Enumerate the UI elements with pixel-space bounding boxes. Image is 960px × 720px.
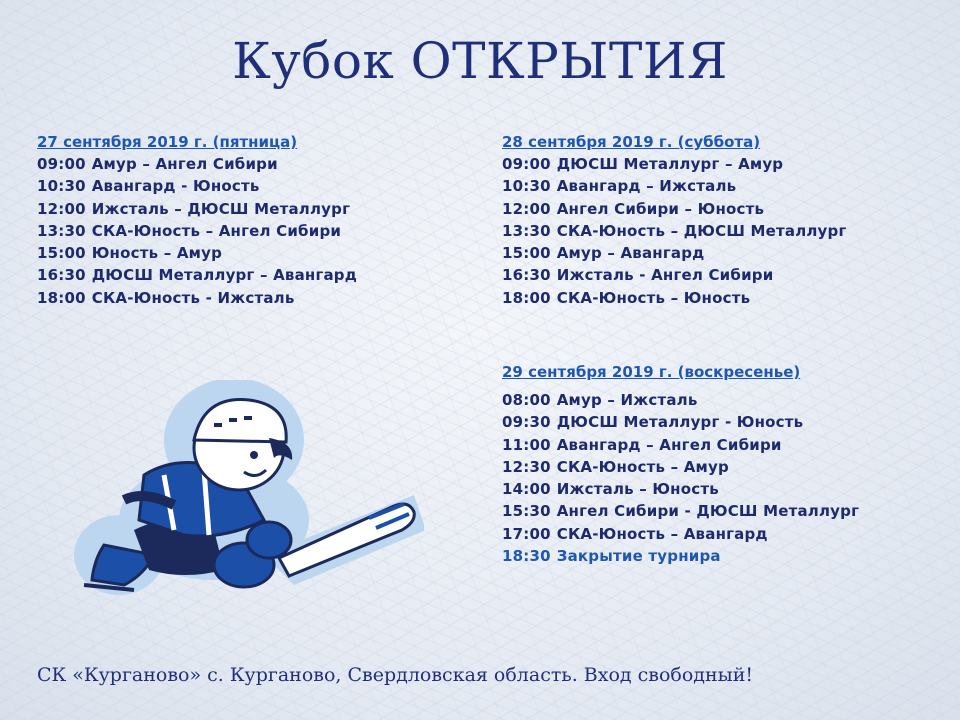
match-teams: Амур – Ижсталь	[556, 391, 698, 409]
match-teams: Ангел Сибири - ДЮСШ Металлург	[556, 502, 860, 521]
match-time: 12:30	[502, 457, 551, 476]
match-time: 09:00	[37, 155, 86, 173]
match-row	[502, 287, 847, 309]
match-row	[502, 198, 847, 220]
match-time: 09:30	[502, 413, 551, 432]
match-row	[37, 153, 357, 175]
match-row	[502, 153, 847, 175]
match-teams: Авангард - Юность	[91, 177, 260, 196]
match-teams: ДЮСШ Металлург - Юность	[556, 413, 804, 432]
match-time: 15:00	[37, 244, 86, 263]
match-time: 16:30	[502, 266, 551, 285]
match-teams: Амур – Ангел Сибири	[91, 155, 278, 173]
match-time: 08:00	[502, 391, 551, 409]
match-row	[502, 264, 847, 286]
schedule-day-3	[502, 361, 859, 567]
match-teams: СКА-Юность – Авангард	[556, 524, 768, 543]
day-1-header: 27 сентября 2019 г. (пятница)	[37, 133, 298, 151]
match-time: 13:30	[37, 221, 86, 240]
match-time: 10:30	[37, 177, 86, 196]
match-row	[37, 198, 357, 220]
match-time: 14:00	[502, 480, 551, 499]
match-row	[37, 242, 357, 264]
match-teams: Авангард – Ангел Сибири	[556, 435, 782, 454]
match-teams: Ижсталь – ДЮСШ Металлург	[91, 199, 351, 218]
match-time: 16:30	[37, 266, 86, 285]
match-time: 17:00	[502, 524, 551, 543]
venue-footer: СК «Курганово» с. Курганово, Свердловская область. Вход свободный!	[37, 664, 754, 686]
match-row	[502, 478, 859, 500]
match-teams: Юность – Амур	[91, 244, 223, 263]
match-row	[502, 411, 859, 433]
match-time: 12:00	[37, 199, 86, 218]
match-teams: СКА-Юность – Амур	[556, 457, 729, 476]
schedule-day-1	[37, 131, 357, 309]
match-row	[37, 264, 357, 286]
match-row	[502, 175, 847, 197]
match-row	[37, 220, 357, 242]
match-teams: ДЮСШ Металлург – Амур	[556, 155, 784, 173]
match-teams: СКА-Юность - Ижсталь	[91, 288, 295, 307]
match-teams: СКА-Юность – ДЮСШ Металлург	[556, 221, 847, 240]
day-2-header: 28 сентября 2019 г. (суббота)	[502, 133, 761, 151]
match-row	[37, 287, 357, 309]
match-time: 09:00	[502, 155, 551, 173]
match-row	[502, 242, 847, 264]
match-teams: СКА-Юность – Юность	[556, 288, 751, 307]
match-time: 18:00	[502, 288, 551, 307]
match-row	[502, 500, 859, 522]
match-row	[502, 389, 859, 411]
match-row	[502, 434, 859, 456]
match-time: 15:00	[502, 244, 551, 263]
match-time: 12:00	[502, 199, 551, 218]
schedule-day-2	[502, 131, 847, 309]
match-teams: Амур – Авангард	[556, 244, 705, 263]
match-teams: СКА-Юность – Ангел Сибири	[91, 221, 342, 240]
day-3-header: 29 сентября 2019 г. (воскресенье)	[502, 363, 801, 381]
match-row	[502, 220, 847, 242]
hockey-player-mascot-icon	[64, 380, 424, 620]
match-row-closing	[502, 545, 859, 567]
match-teams: Ижсталь - Ангел Сибири	[556, 266, 774, 285]
match-row	[37, 175, 357, 197]
match-row	[502, 523, 859, 545]
match-time: 18:00	[37, 288, 86, 307]
match-teams: Авангард – Ижсталь	[556, 177, 737, 196]
match-time: 18:30	[502, 547, 551, 566]
match-teams: ДЮСШ Металлург – Авангард	[91, 266, 358, 285]
match-time: 15:30	[502, 502, 551, 521]
page-title: Кубок ОТКРЫТИЯ	[232, 32, 728, 90]
match-time: 11:00	[502, 435, 551, 454]
match-row	[502, 456, 859, 478]
match-time: 13:30	[502, 221, 551, 240]
match-time: 10:30	[502, 177, 551, 196]
match-teams: Ижсталь – Юность	[556, 480, 719, 499]
match-teams: Ангел Сибири – Юность	[556, 199, 765, 218]
match-teams: Закрытие турнира	[556, 547, 721, 566]
